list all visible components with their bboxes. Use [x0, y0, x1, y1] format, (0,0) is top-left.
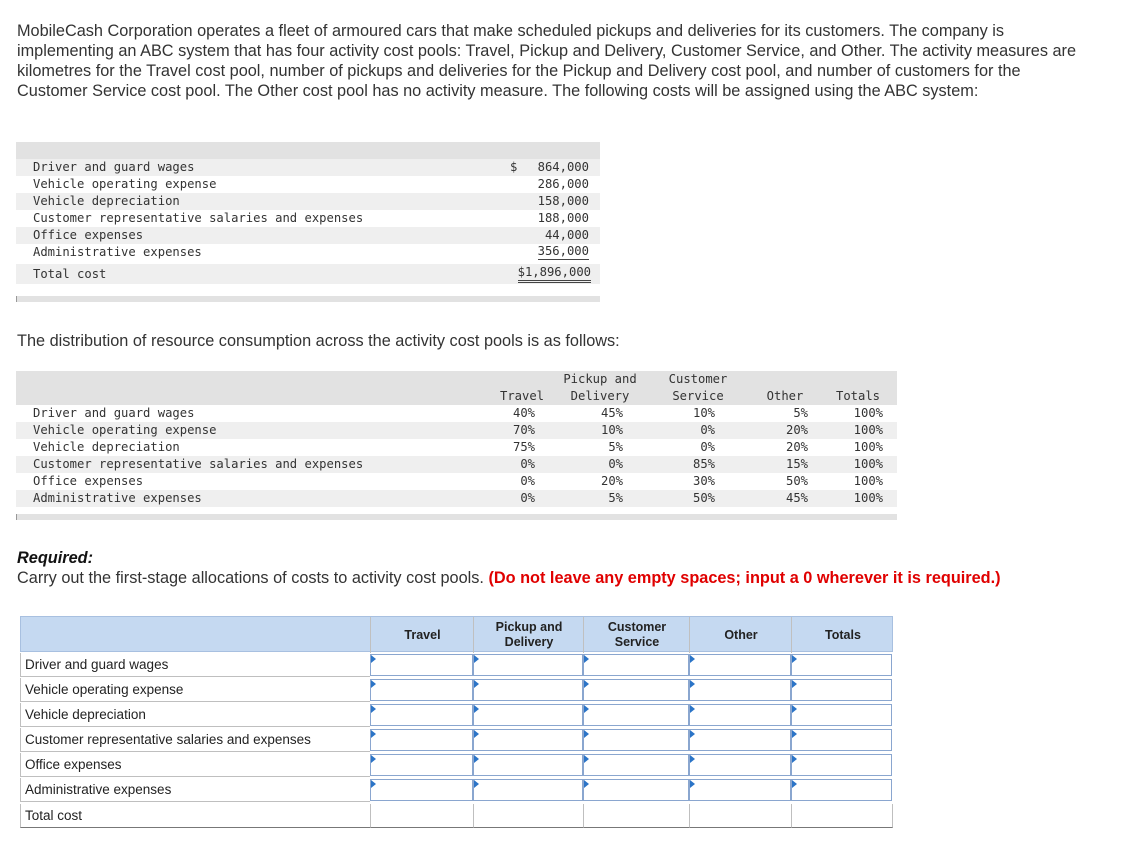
answer-row	[20, 728, 893, 753]
input-totals[interactable]	[791, 704, 892, 726]
row-label: Customer representative salaries and expenses	[20, 728, 370, 752]
answer-row	[20, 653, 893, 678]
distribution-label: Office expenses	[33, 474, 144, 488]
cost-value: 44,000	[544, 228, 589, 242]
answer-row	[20, 678, 893, 703]
pct-other: 50%	[785, 474, 808, 488]
input-customer-service[interactable]	[583, 779, 689, 801]
input-travel[interactable]	[370, 654, 473, 676]
total-cost-value: $1,896,000	[518, 264, 591, 283]
pct-other: 20%	[785, 423, 808, 437]
input-marker-icon	[584, 655, 589, 663]
col-header-customer	[584, 617, 690, 653]
input-travel[interactable]	[370, 729, 473, 751]
cost-table-footer-bar	[16, 296, 600, 302]
pct-customer: 85%	[692, 457, 715, 471]
pct-customer: 0%	[700, 423, 715, 437]
pct-travel: 40%	[512, 406, 535, 420]
answer-grid	[20, 616, 893, 828]
input-marker-icon	[792, 655, 797, 663]
input-travel[interactable]	[370, 704, 473, 726]
pct-total: 100%	[853, 423, 883, 437]
distribution-intro: The distribution of resource consumption across the activity cost pools is as follows:	[17, 332, 620, 350]
pct-total: 100%	[853, 491, 883, 505]
pct-pickup: 10%	[600, 423, 623, 437]
input-marker-icon	[474, 780, 479, 788]
input-totals[interactable]	[791, 729, 892, 751]
pct-other: 45%	[785, 491, 808, 505]
col-header-text: Other	[724, 627, 758, 642]
dollar-sign: $	[510, 160, 518, 174]
pct-customer: 50%	[692, 491, 715, 505]
distribution-label: Administrative expenses	[33, 491, 202, 505]
input-other[interactable]	[689, 779, 791, 801]
input-other[interactable]	[689, 754, 791, 776]
input-totals[interactable]	[791, 679, 892, 701]
input-pickup-delivery[interactable]	[473, 754, 583, 776]
col-header-text: Delivery	[504, 635, 554, 649]
cost-value: 158,000	[537, 194, 589, 208]
header-line: Pickup and	[563, 372, 637, 386]
pct-pickup: 20%	[600, 474, 623, 488]
col-header-text: Pickup and	[495, 620, 563, 634]
cost-table	[16, 142, 600, 304]
pct-pickup: 0%	[608, 457, 623, 471]
input-marker-icon	[792, 730, 797, 738]
input-pickup-delivery[interactable]	[473, 779, 583, 801]
col-header-text: Totals	[825, 627, 861, 642]
total-cell-customer	[583, 804, 689, 828]
cost-label: Vehicle operating expense	[33, 177, 217, 191]
distribution-row	[16, 439, 897, 456]
distribution-label: Vehicle depreciation	[33, 440, 180, 454]
pct-total: 100%	[853, 457, 883, 471]
col-header-pickup	[474, 617, 584, 653]
distribution-row	[16, 490, 897, 507]
input-totals[interactable]	[791, 754, 892, 776]
cost-table-header-bar	[16, 142, 600, 159]
input-marker-icon	[584, 755, 589, 763]
distribution-label: Driver and guard wages	[33, 406, 195, 420]
input-marker-icon	[792, 755, 797, 763]
row-label: Driver and guard wages	[20, 653, 370, 677]
cost-value: 188,000	[537, 211, 589, 225]
pct-travel: 0%	[520, 474, 535, 488]
col-header-text: Service	[614, 635, 660, 649]
input-totals[interactable]	[791, 654, 892, 676]
input-customer-service[interactable]	[583, 754, 689, 776]
input-other[interactable]	[689, 729, 791, 751]
cost-row	[16, 227, 600, 244]
input-pickup-delivery[interactable]	[473, 679, 583, 701]
pct-other: 15%	[785, 457, 808, 471]
header-divider	[791, 617, 792, 653]
distribution-row	[16, 473, 897, 490]
input-travel[interactable]	[370, 679, 473, 701]
input-customer-service[interactable]	[583, 654, 689, 676]
total-cell-pickup	[473, 804, 583, 828]
input-marker-icon	[690, 655, 695, 663]
col-header-totals	[792, 617, 894, 653]
header-divider	[473, 617, 474, 653]
cost-total-row	[16, 264, 600, 284]
distribution-label: Vehicle operating expense	[33, 423, 217, 437]
header-divider	[689, 617, 690, 653]
total-cell-other	[689, 804, 791, 828]
pct-customer: 0%	[700, 440, 715, 454]
input-marker-icon	[474, 705, 479, 713]
input-marker-icon	[474, 755, 479, 763]
input-marker-icon	[584, 705, 589, 713]
pct-other: 20%	[785, 440, 808, 454]
header-totals: Totals	[835, 389, 881, 403]
header-line: Customer	[668, 372, 728, 386]
col-header-other	[690, 617, 792, 653]
distribution-header	[16, 371, 897, 405]
row-label: Vehicle operating expense	[20, 678, 370, 702]
input-marker-icon	[690, 755, 695, 763]
required-title: Required:	[17, 549, 93, 567]
input-marker-icon	[792, 780, 797, 788]
cost-row	[16, 159, 600, 176]
input-marker-icon	[474, 730, 479, 738]
input-marker-icon	[792, 705, 797, 713]
cost-label: Administrative expenses	[33, 245, 202, 259]
input-customer-service[interactable]	[583, 679, 689, 701]
total-cost-label: Total cost	[33, 267, 107, 281]
input-marker-icon	[584, 780, 589, 788]
pct-travel: 0%	[520, 457, 535, 471]
pct-customer: 30%	[692, 474, 715, 488]
input-other[interactable]	[689, 679, 791, 701]
input-customer-service[interactable]	[583, 704, 689, 726]
cost-label: Driver and guard wages	[33, 160, 195, 174]
answer-row	[20, 778, 893, 803]
row-label: Office expenses	[20, 753, 370, 777]
pct-total: 100%	[853, 440, 883, 454]
input-customer-service[interactable]	[583, 729, 689, 751]
header-divider	[370, 617, 371, 653]
distribution-row	[16, 456, 897, 473]
total-cell-totals	[791, 804, 893, 828]
distribution-row	[16, 422, 897, 439]
cost-row	[16, 176, 600, 193]
input-marker-icon	[474, 680, 479, 688]
header-other: Other	[766, 389, 804, 403]
input-totals[interactable]	[791, 779, 892, 801]
input-other[interactable]	[689, 704, 791, 726]
cost-row	[16, 210, 600, 227]
input-marker-icon	[371, 705, 376, 713]
header-line: Delivery	[570, 389, 630, 403]
input-pickup-delivery[interactable]	[473, 729, 583, 751]
input-marker-icon	[690, 780, 695, 788]
cost-value: 864,000	[537, 160, 589, 174]
input-marker-icon	[792, 680, 797, 688]
required-note: (Do not leave any empty spaces; input a 0 wherever it is required.)	[488, 569, 1001, 587]
pct-travel: 75%	[512, 440, 535, 454]
input-marker-icon	[371, 780, 376, 788]
cost-value: 356,000	[537, 244, 589, 258]
col-header-travel	[371, 617, 474, 653]
input-marker-icon	[474, 655, 479, 663]
answer-row	[20, 703, 893, 728]
pct-total: 100%	[853, 474, 883, 488]
input-pickup-delivery[interactable]	[473, 704, 583, 726]
pct-travel: 70%	[512, 423, 535, 437]
cost-label: Customer representative salaries and expenses	[33, 211, 364, 225]
header-travel: Travel	[499, 389, 545, 403]
col-header-text: Customer	[607, 620, 667, 634]
input-travel[interactable]	[370, 779, 473, 801]
total-row-label: Total cost	[20, 804, 370, 828]
input-marker-icon	[690, 680, 695, 688]
cost-row	[16, 193, 600, 210]
pct-customer: 10%	[692, 406, 715, 420]
input-marker-icon	[371, 680, 376, 688]
distribution-label: Customer representative salaries and expenses	[33, 457, 364, 471]
pct-pickup: 5%	[608, 440, 623, 454]
row-label: Administrative expenses	[20, 778, 370, 802]
header-divider	[583, 617, 584, 653]
input-travel[interactable]	[370, 754, 473, 776]
distribution-footer-bar	[16, 514, 897, 520]
distribution-row	[16, 405, 897, 422]
required-instruction: Carry out the first-stage allocations of costs to activity cost pools.	[17, 569, 489, 587]
problem-intro: MobileCash Corporation operates a fleet of armoured cars that make scheduled pickups and deliveries for its customers. The company is implementing an ABC system that has four activity cost pools: Travel, Pickup and Delivery, Customer Service, and Other. The activity measures are kilometres for the Travel cost pool, number of pickups and deliveries for the Pickup and Delivery cost pool, and number of customers for the Customer Service cost pool. The Other cost pool has no activity measure. The following costs will be assigned using the ABC system:	[17, 22, 1077, 100]
pct-pickup: 45%	[600, 406, 623, 420]
input-marker-icon	[584, 730, 589, 738]
cost-label: Vehicle depreciation	[33, 194, 180, 208]
input-marker-icon	[584, 680, 589, 688]
total-cell-travel	[370, 804, 473, 828]
input-marker-icon	[371, 730, 376, 738]
input-pickup-delivery[interactable]	[473, 654, 583, 676]
answer-row	[20, 753, 893, 778]
input-other[interactable]	[689, 654, 791, 676]
cost-label: Office expenses	[33, 228, 144, 242]
answer-grid-header	[20, 616, 893, 652]
pct-total: 100%	[853, 406, 883, 420]
input-marker-icon	[371, 755, 376, 763]
answer-total-row	[20, 804, 893, 829]
input-marker-icon	[690, 730, 695, 738]
cost-row	[16, 244, 600, 261]
row-label: Vehicle depreciation	[20, 703, 370, 727]
col-header-text: Travel	[404, 627, 441, 642]
header-line: Service	[672, 389, 724, 403]
pct-travel: 0%	[520, 491, 535, 505]
pct-pickup: 5%	[608, 491, 623, 505]
required-text	[17, 569, 1001, 588]
input-marker-icon	[690, 705, 695, 713]
pct-other: 5%	[793, 406, 808, 420]
input-marker-icon	[371, 655, 376, 663]
cost-value: 286,000	[537, 177, 589, 191]
